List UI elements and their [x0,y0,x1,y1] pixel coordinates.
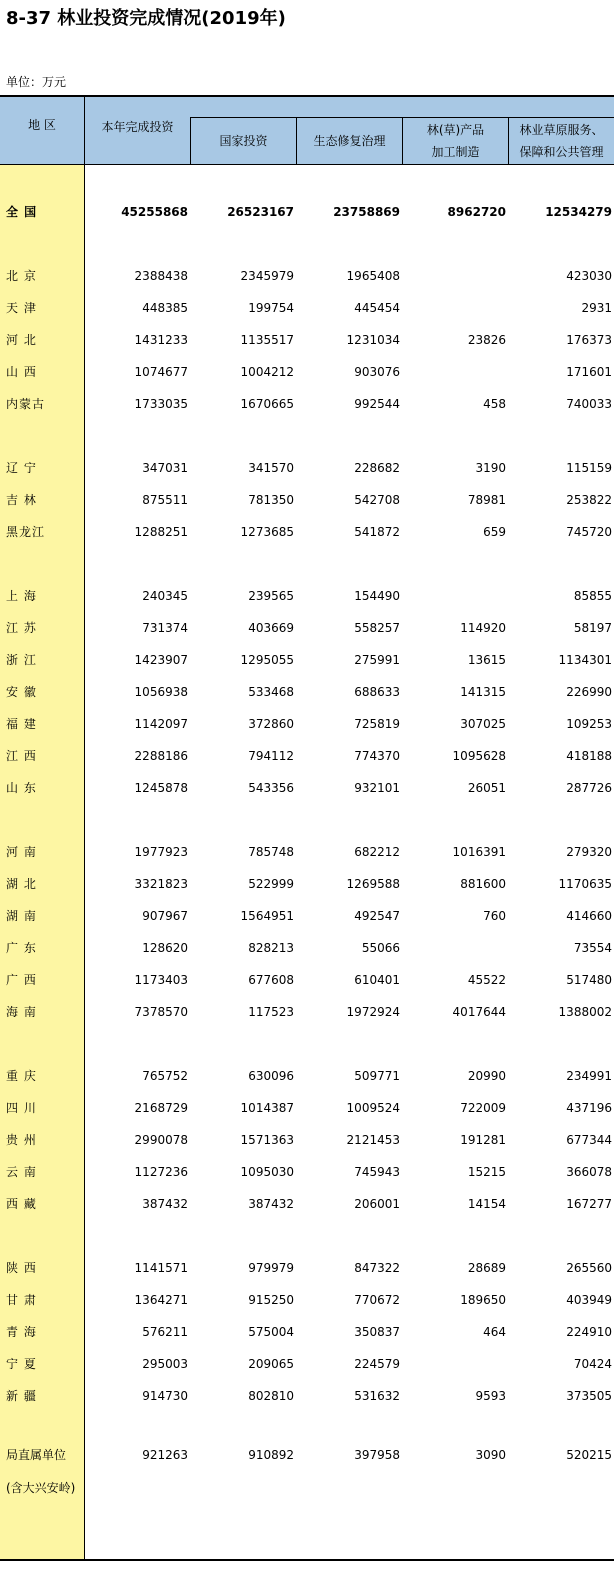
region-name: 湖 南 [6,909,37,923]
service-management: 418188 [566,749,612,763]
eco-restoration: 847322 [354,1261,400,1275]
national-investment: 341570 [248,461,294,475]
region-name: 新 疆 [6,1389,37,1403]
total-investment: 387432 [142,1197,188,1211]
table-row [0,1316,614,1348]
eco-restoration: 903076 [354,365,400,379]
total-investment: 347031 [142,461,188,475]
eco-restoration: 350837 [354,1325,400,1339]
product-processing: 20990 [467,1069,506,1083]
product-processing: 3090 [475,1448,506,1462]
product-processing: 722009 [460,1101,506,1115]
national-investment: 209065 [248,1357,294,1371]
product-processing: 458 [483,397,506,411]
national-investment: 403669 [248,621,294,635]
total-investment: 1074677 [134,365,188,379]
eco-restoration: 2121453 [346,1133,400,1147]
service-management: 520215 [566,1448,612,1462]
service-management: 2931 [581,301,612,315]
total-investment: 907967 [142,909,188,923]
national-investment: 915250 [248,1293,294,1307]
table-row [0,484,614,516]
header-product-line2: 加工制造 [431,145,480,159]
eco-restoration: 688633 [354,685,400,699]
region-name: 山 西 [6,365,37,379]
national-investment: 1571363 [240,1133,294,1147]
national-investment: 575004 [248,1325,294,1339]
region-name: 天 津 [6,301,37,315]
total-investment: 1245878 [134,781,188,795]
eco-restoration: 531632 [354,1389,400,1403]
bureau-note: (含大兴安岭) [6,1481,76,1495]
national-investment: 910892 [248,1448,294,1462]
national-investment: 1135517 [240,333,294,347]
product-processing: 659 [483,525,506,539]
region-name: 广 东 [6,941,37,955]
region-name: 福 建 [6,717,37,731]
table-row [0,900,614,932]
national-investment: 117523 [248,1005,294,1019]
header-bottom-border [0,164,614,165]
region-name: 江 西 [6,749,37,763]
product-processing: 307025 [460,717,506,731]
eco-restoration: 682212 [354,845,400,859]
national-investment: 239565 [248,589,294,603]
header-region: 地 区 [28,118,56,132]
eco-restoration: 770672 [354,1293,400,1307]
eco-restoration: 1972924 [346,1005,400,1019]
eco-restoration: 224579 [354,1357,400,1371]
eco-restoration: 206001 [354,1197,400,1211]
table-row [0,740,614,772]
service-management: 517480 [566,973,612,987]
product-processing: 13615 [467,653,506,667]
table-row [0,612,614,644]
table-row [0,676,614,708]
table-row [0,932,614,964]
region-name: 湖 北 [6,877,37,891]
region-name: 西 藏 [6,1197,37,1211]
region-name: 吉 林 [6,493,37,507]
service-management: 109253 [566,717,612,731]
table-row [0,644,614,676]
total-investment: 2168729 [134,1101,188,1115]
product-processing: 4017644 [452,1005,506,1019]
table-row [0,1156,614,1188]
region-name: 北 京 [6,269,37,283]
table-row [0,356,614,388]
product-processing: 9593 [475,1389,506,1403]
total-investment: 2990078 [134,1133,188,1147]
national-investment: 802810 [248,1389,294,1403]
table-row [0,964,614,996]
table-row [0,324,614,356]
table-row [0,388,614,420]
product-processing: 1095628 [452,749,506,763]
table-row [0,1188,614,1220]
eco-restoration: 932101 [354,781,400,795]
product-processing: 191281 [460,1133,506,1147]
service-management: 115159 [566,461,612,475]
product-processing: 1016391 [452,845,506,859]
table-row [0,1252,614,1284]
eco-restoration: 509771 [354,1069,400,1083]
table-row [0,772,614,804]
service-management: 1170635 [558,877,612,891]
region-name: 全 国 [6,205,38,219]
product-processing: 28689 [467,1261,506,1275]
service-management: 58197 [573,621,612,635]
national-investment: 1295055 [240,653,294,667]
eco-restoration: 492547 [354,909,400,923]
table-row [0,996,614,1028]
national-investment: 828213 [248,941,294,955]
header-total: 本年完成投资 [101,120,174,134]
total-investment: 448385 [142,301,188,315]
header-national: 国家投资 [219,134,268,148]
top-border [0,95,614,97]
service-management: 745720 [566,525,612,539]
national-investment: 979979 [248,1261,294,1275]
national-investment: 785748 [248,845,294,859]
national-investment: 677608 [248,973,294,987]
eco-restoration: 55066 [361,941,400,955]
table-row [0,580,614,612]
service-management: 85855 [573,589,612,603]
region-name: 重 庆 [6,1069,37,1083]
table-row [0,868,614,900]
product-processing: 14154 [467,1197,506,1211]
total-investment: 731374 [142,621,188,635]
national-investment: 630096 [248,1069,294,1083]
product-processing: 23826 [467,333,506,347]
national-investment: 1670665 [240,397,294,411]
national-investment: 199754 [248,301,294,315]
service-management: 224910 [566,1325,612,1339]
total-investment: 1977923 [134,845,188,859]
eco-restoration: 1009524 [346,1101,400,1115]
region-name: 安 徽 [6,685,37,699]
total-investment: 1142097 [134,717,188,731]
header-service-line2: 保障和公共管理 [519,145,604,159]
total-investment: 240345 [142,589,188,603]
service-management: 403949 [566,1293,612,1307]
region-name: 局直属单位 [6,1448,67,1462]
region-name: 黑龙江 [6,525,46,539]
region-name: 浙 江 [6,653,37,667]
total-investment: 765752 [142,1069,188,1083]
table-row [0,516,614,548]
eco-restoration: 992544 [354,397,400,411]
table-row [0,1348,614,1380]
total-investment: 1056938 [134,685,188,699]
product-processing: 114920 [460,621,506,635]
service-management: 1388002 [558,1005,612,1019]
national-investment: 794112 [248,749,294,763]
eco-restoration: 725819 [354,717,400,731]
service-management: 176373 [566,333,612,347]
eco-restoration: 1269588 [346,877,400,891]
table-row [0,1284,614,1316]
eco-restoration: 541872 [354,525,400,539]
investment-table [0,95,614,1561]
product-processing: 189650 [460,1293,506,1307]
national-investment: 1095030 [240,1165,294,1179]
bottom-border [0,1559,614,1561]
total-investment: 128620 [142,941,188,955]
eco-restoration: 23758869 [333,205,400,219]
eco-restoration: 228682 [354,461,400,475]
product-processing: 3190 [475,461,506,475]
region-name: 广 西 [6,973,37,987]
header-service-line1: 林业草原服务、 [519,123,604,137]
eco-restoration: 558257 [354,621,400,635]
table-row-bureau [0,1439,614,1471]
total-investment: 1364271 [134,1293,188,1307]
service-management: 677344 [566,1133,612,1147]
product-processing: 881600 [460,877,506,891]
national-investment: 533468 [248,685,294,699]
eco-restoration: 542708 [354,493,400,507]
region-name: 内蒙古 [6,397,46,411]
product-processing: 26051 [467,781,506,795]
table-row [0,292,614,324]
service-management: 740033 [566,397,612,411]
national-investment: 2345979 [240,269,294,283]
product-processing: 8962720 [447,205,506,219]
service-management: 253822 [566,493,612,507]
total-investment: 921263 [142,1448,188,1462]
total-investment: 2288186 [134,749,188,763]
eco-restoration: 397958 [354,1448,400,1462]
national-investment: 387432 [248,1197,294,1211]
service-management: 437196 [566,1101,612,1115]
total-investment: 295003 [142,1357,188,1371]
region-name: 甘 肃 [6,1293,37,1307]
service-management: 70424 [573,1357,612,1371]
total-investment: 1127236 [134,1165,188,1179]
service-management: 226990 [566,685,612,699]
table-row [0,1124,614,1156]
region-name: 河 北 [6,333,37,347]
total-investment: 875511 [142,493,188,507]
region-name: 陕 西 [6,1261,37,1275]
service-management: 423030 [566,269,612,283]
eco-restoration: 745943 [354,1165,400,1179]
page-title: 8-37 林业投资完成情况(2019年) [6,8,286,29]
total-investment: 3321823 [134,877,188,891]
eco-restoration: 154490 [354,589,400,603]
total-investment: 1733035 [134,397,188,411]
service-management: 279320 [566,845,612,859]
national-investment: 522999 [248,877,294,891]
total-investment: 7378570 [134,1005,188,1019]
national-investment: 1004212 [240,365,294,379]
product-processing: 15215 [467,1165,506,1179]
table-row-national-total [0,196,614,228]
product-processing: 45522 [467,973,506,987]
national-investment: 781350 [248,493,294,507]
table-row [0,1092,614,1124]
total-investment: 1141571 [134,1261,188,1275]
unit-label: 单位：万元 [6,75,67,89]
product-processing: 141315 [460,685,506,699]
service-management: 234991 [566,1069,612,1083]
region-name: 四 川 [6,1101,37,1115]
eco-restoration: 774370 [354,749,400,763]
region-name: 贵 州 [6,1133,37,1147]
eco-restoration: 1965408 [346,269,400,283]
table-row [0,452,614,484]
service-management: 167277 [566,1197,612,1211]
region-name: 江 苏 [6,621,37,635]
table-row [0,1060,614,1092]
service-management: 171601 [566,365,612,379]
service-management: 1134301 [558,653,612,667]
total-investment: 45255868 [121,205,188,219]
total-investment: 1431233 [134,333,188,347]
national-investment: 372860 [248,717,294,731]
national-investment: 1014387 [240,1101,294,1115]
national-investment: 1273685 [240,525,294,539]
region-name: 宁 夏 [6,1357,37,1371]
product-processing: 760 [483,909,506,923]
total-investment: 1173403 [134,973,188,987]
header-eco: 生态修复治理 [313,134,386,148]
service-management: 265560 [566,1261,612,1275]
service-management: 12534279 [545,205,612,219]
region-name: 海 南 [6,1005,37,1019]
total-investment: 576211 [142,1325,188,1339]
national-investment: 543356 [248,781,294,795]
region-name: 青 海 [6,1325,37,1339]
eco-restoration: 275991 [354,653,400,667]
service-management: 414660 [566,909,612,923]
region-name: 辽 宁 [6,461,37,475]
total-investment: 2388438 [134,269,188,283]
national-investment: 1564951 [240,909,294,923]
service-management: 366078 [566,1165,612,1179]
service-management: 287726 [566,781,612,795]
service-management: 73554 [573,941,612,955]
total-investment: 1423907 [134,653,188,667]
service-management: 373505 [566,1389,612,1403]
table-row [0,708,614,740]
table-row [0,836,614,868]
header-product-line1: 林(草)产品 [426,123,485,137]
region-name: 云 南 [6,1165,37,1179]
eco-restoration: 445454 [354,301,400,315]
national-investment: 26523167 [227,205,294,219]
product-processing: 78981 [467,493,506,507]
table-row [0,260,614,292]
region-name: 河 南 [6,845,37,859]
total-investment: 914730 [142,1389,188,1403]
region-name: 山 东 [6,781,37,795]
table-row [0,1380,614,1412]
eco-restoration: 1231034 [346,333,400,347]
region-name: 上 海 [6,589,37,603]
eco-restoration: 610401 [354,973,400,987]
product-processing: 464 [483,1325,506,1339]
total-investment: 1288251 [134,525,188,539]
